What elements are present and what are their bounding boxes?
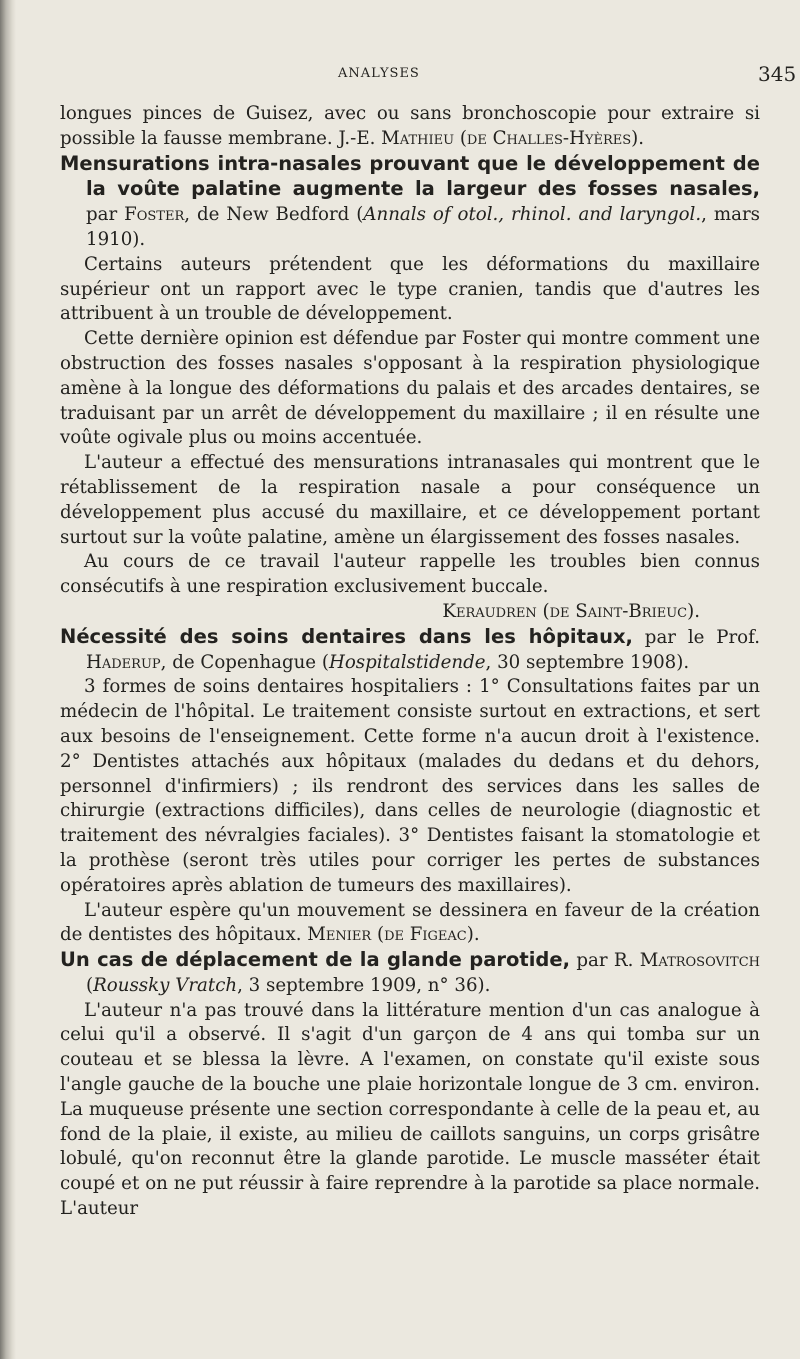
paragraph: 3 formes de soins dentaires hospitaliers : 1° Consultations faites par un médecin de l'hôpital. Le traitement consiste surtout en extractions, et sert aux besoins de l'enseignement. Cette forme n'a aucun droit à l'existence. 2° Dentistes attachés aux hôpitaux (malades du dedans et du dehors, personnel d'infirmiers) ; ils rendront des services dans les salles de chirurgie (extractions difficiles), dans celles de neurologie (diagnostic et traitement des névralgies faciales). 3° Dentistes faisant la stomatologie et la prothèse (seront très utiles pour corriger les pertes de substances opératoires après ablation de tumeurs des maxillaires). <box>60 676 760 896</box>
journal-name: Annals of otol., rhinol. and laryngol. <box>363 204 702 226</box>
article-author: Haderup <box>86 651 161 673</box>
article-heading: Un cas de déplacement de la glande parotide, par R. Matrosovitch (Roussky Vratch, 3 septembre 1909, n° 36). <box>60 948 760 996</box>
page-binding-shadow <box>0 0 16 1359</box>
paragraph: Certains auteurs prétendent que les déformations du maxillaire supérieur ont un rapport avec le type cranien, tandis que d'autres les attribuent à un trouble de développement. <box>60 253 760 325</box>
journal-name: Hospitalstidende <box>328 651 486 673</box>
signature: Menier (de Figeac). <box>307 924 480 946</box>
running-head: ANALYSES <box>338 66 420 81</box>
page-header <box>0 62 800 92</box>
page-number: 345 <box>758 62 797 86</box>
page-body <box>60 102 760 1222</box>
article-author: Foster <box>124 204 185 226</box>
article-heading: Mensurations intra-nasales prouvant que le développement de la voûte palatine augmente la largeur des fosses nasales, par Foster, de New Bedford (Annals of otol., rhinol. and laryngol., mars 1910). <box>60 151 760 250</box>
article-heading: Nécessité des soins dentaires dans les hôpitaux, par le Prof. Haderup, de Copenhague (Hospitalstidende, 30 septembre 1908). <box>60 624 761 673</box>
article-title: Nécessité des soins dentaires dans les hôpitaux, <box>60 624 633 648</box>
paragraph: Au cours de ce travail l'auteur rappelle les troubles bien connus consécutifs à une respiration exclusivement buccale. <box>60 551 760 598</box>
journal-name: Roussky Vratch <box>93 974 238 996</box>
paragraph: L'auteur espère qu'un mouvement se dessinera en faveur de la création de dentistes des hôpitaux. Menier (de Figeac). <box>60 899 760 946</box>
continued-paragraph: longues pinces de Guisez, avec ou sans bronchoscopie pour extraire si possible la fausse membrane. J.-E. Mathieu (de Challes-Hyères). <box>60 103 760 149</box>
paragraph: L'auteur a effectué des mensurations intranasales qui montrent que le rétablissement de la respiration nasale a pour conséquence un développement plus accusé du maxillaire, et ce développement portant surtout sur la voûte palatine, amène un élargissement des fosses nasales. <box>60 452 760 548</box>
paragraph: L'auteur n'a pas trouvé dans la littérature mention d'un cas analogue à celui qu'il a observé. Il s'agit d'un garçon de 4 ans qui tomba sur un couteau et se blessa la lèvre. A l'examen, on constate qu'il existe sous l'angle gauche de la bouche une plaie horizontale longue de 3 cm. environ. La muqueuse présente une section correspondante à celle de la peau et, au fond de la plaie, il existe, au milieu de caillots sanguins, un corps grisâtre lobulé, qu'on reconnut être la glande parotide. Le muscle masséter était coupé et on ne put réussir à faire reprendre à la parotide sa place normale. L'auteur <box>60 999 760 1220</box>
article-title: Un cas de déplacement de la glande parotide, <box>60 948 570 972</box>
signature: Keraudren (de Saint-Brieuc). <box>442 600 700 622</box>
paragraph: Cette dernière opinion est défendue par Foster qui montre comment une obstruction des fosses nasales s'opposant à la respiration physiologique amène à la longue des déformations du palais et des arcades dentaires, se traduisant par un arrêt de développement du maxillaire ; il en résulte une voûte ogivale plus ou moins accentuée. <box>60 328 760 449</box>
article-author: Matrosovitch <box>639 950 760 972</box>
article-title: Mensurations intra-nasales prouvant que le développement de la voûte palatine augmente la largeur des fosses nasales, <box>60 151 760 201</box>
signature: J.-E. Mathieu (de Challes-Hyères). <box>338 127 645 149</box>
